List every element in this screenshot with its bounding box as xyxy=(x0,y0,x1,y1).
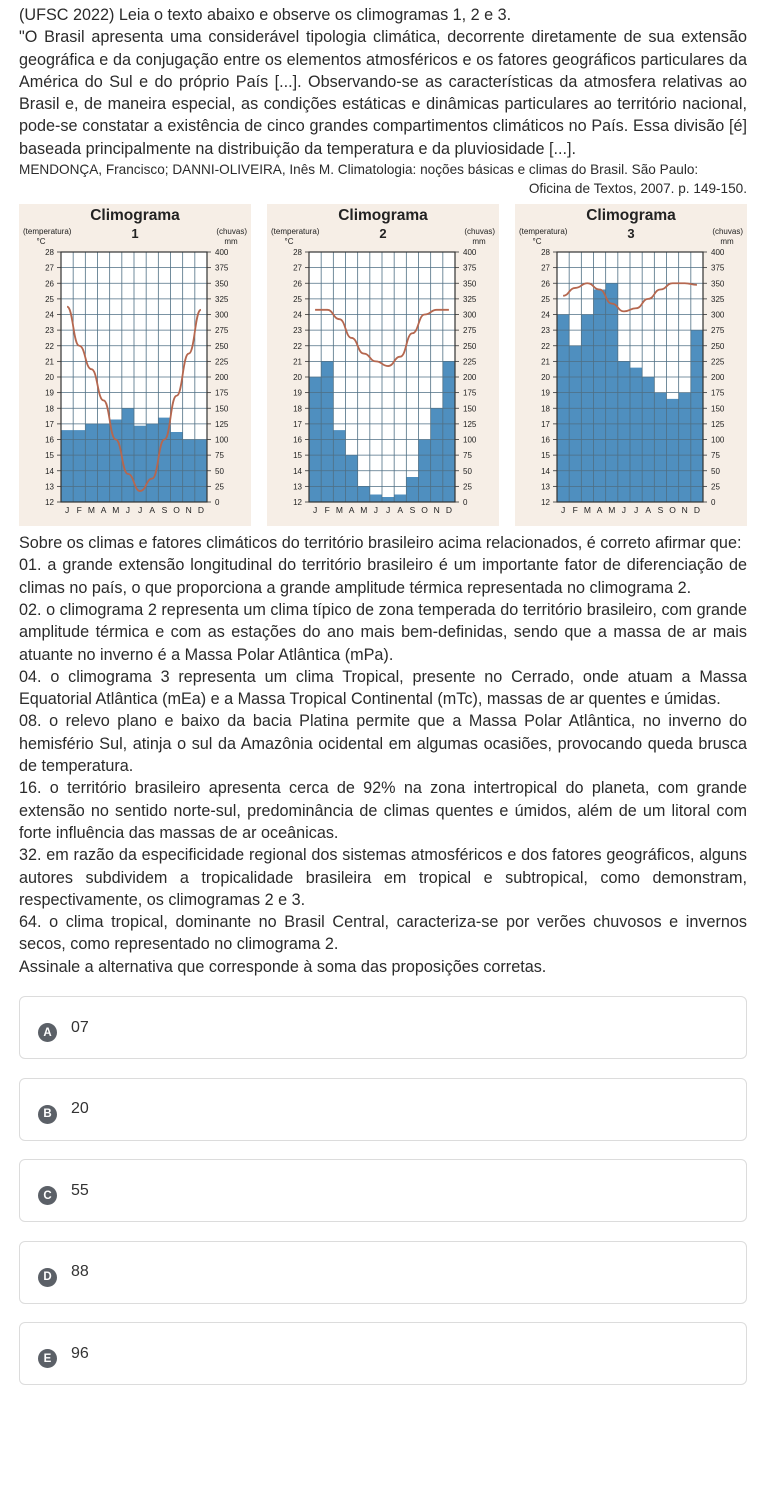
rain-bar xyxy=(382,497,394,502)
rain-bar xyxy=(654,393,666,502)
month-label: J xyxy=(312,505,318,516)
rain-bar xyxy=(146,424,158,502)
intro-text: Sobre os climas e fatores climáticos do território brasileiro acima relacionados, é correto afirmar que: xyxy=(19,534,742,553)
answer-options xyxy=(19,996,747,1385)
month-label: A xyxy=(645,505,652,516)
month-label: J xyxy=(633,505,639,516)
temp-tick-label: 26 xyxy=(541,279,550,289)
option-letter-badge: D xyxy=(38,1268,57,1287)
temp-tick-label: 13 xyxy=(45,482,54,492)
month-label: A xyxy=(149,505,156,516)
month-label: M xyxy=(335,505,343,516)
month-label: D xyxy=(445,505,452,516)
temp-tick-label: 25 xyxy=(541,294,550,304)
rain-bar xyxy=(370,495,382,503)
month-label: M xyxy=(360,505,368,516)
rain-axis-label: (chuvas) xyxy=(216,227,247,237)
rain-tick-label: 175 xyxy=(711,388,725,398)
question-header: (UFSC 2022) Leia o texto abaixo e observe os climogramas 1, 2 e 3. xyxy=(19,6,512,24)
rain-tick-label: 75 xyxy=(711,451,720,461)
month-label: S xyxy=(161,505,168,516)
temp-tick-label: 13 xyxy=(293,482,302,492)
rain-tick-label: 50 xyxy=(215,466,224,476)
temp-tick-label: 13 xyxy=(541,482,550,492)
rain-bar xyxy=(358,486,370,502)
rain-axis-label: (chuvas) xyxy=(464,227,495,237)
rain-tick-label: 200 xyxy=(711,373,725,383)
month-label: F xyxy=(76,505,82,516)
rain-tick-label: 350 xyxy=(463,279,477,289)
rain-bar xyxy=(85,424,97,502)
rain-bar xyxy=(333,430,345,502)
rain-tick-label: 250 xyxy=(463,341,477,351)
temp-tick-label: 18 xyxy=(45,404,54,414)
rain-tick-label: 150 xyxy=(711,404,725,414)
temp-tick-label: 17 xyxy=(293,419,302,429)
rain-tick-label: 375 xyxy=(463,263,477,273)
rain-tick-label: 325 xyxy=(215,294,229,304)
rain-bar xyxy=(630,368,642,502)
rain-tick-label: 0 xyxy=(711,498,716,508)
month-label: N xyxy=(433,505,440,516)
rain-tick-label: 125 xyxy=(463,419,477,429)
rain-bar xyxy=(394,495,406,503)
month-label: A xyxy=(397,505,404,516)
rain-tick-label: 225 xyxy=(463,357,477,367)
month-label: J xyxy=(137,505,143,516)
option-a[interactable] xyxy=(19,996,747,1059)
rain-tick-label: 325 xyxy=(711,294,725,304)
temp-tick-label: 26 xyxy=(293,279,302,289)
rain-tick-label: 275 xyxy=(215,326,229,336)
option-letter-badge: E xyxy=(38,1349,57,1368)
citation: MENDONÇA, Francisco; DANNI-OLIVEIRA, Inês M. Climatologia: noções básicas e climas do Brasil. São Paulo: xyxy=(19,162,699,178)
temp-tick-label: 28 xyxy=(45,248,54,258)
temp-tick-label: 15 xyxy=(45,451,54,461)
temp-tick-label: 24 xyxy=(541,310,550,320)
temp-tick-label: 19 xyxy=(293,388,302,398)
temp-tick-label: 27 xyxy=(293,263,302,273)
rain-tick-label: 100 xyxy=(463,435,477,445)
month-label: D xyxy=(693,505,700,516)
temp-tick-label: 27 xyxy=(541,263,550,273)
chart-title: Climograma xyxy=(586,207,676,225)
temp-tick-label: 23 xyxy=(293,326,302,336)
rain-tick-label: 125 xyxy=(215,419,229,429)
temp-tick-label: 17 xyxy=(45,419,54,429)
proposition-16: 16. o território brasileiro apresenta cerca de 92% na zona intertropical do planeta, com grande extensão no sentido norte-sul, predominância de climas quentes e úmidos, além de um litoral com forte influência das massas de ar oceânicas. xyxy=(19,779,747,842)
rain-bar xyxy=(691,330,703,502)
temp-tick-label: 24 xyxy=(45,310,54,320)
proposition-08: 08. o relevo plano e baixo da bacia Platina permite que a Massa Polar Atlântica, no inverno do hemisfério Sul, atinja o sul da Amazônia ocidental em algumas ocasiões, provocando queda brusca de temperatura. xyxy=(19,712,747,776)
temp-tick-label: 17 xyxy=(541,419,550,429)
citation-end: Oficina de Textos, 2007. p. 149-150. xyxy=(528,181,747,197)
month-label: O xyxy=(421,505,428,516)
rain-bar xyxy=(73,430,85,502)
temp-tick-label: 18 xyxy=(293,404,302,414)
option-b[interactable] xyxy=(19,1078,747,1141)
month-label: M xyxy=(583,505,591,516)
option-letter-badge: C xyxy=(38,1186,57,1205)
temp-tick-label: 28 xyxy=(541,248,550,258)
rain-tick-label: 200 xyxy=(215,373,229,383)
rain-tick-label: 0 xyxy=(463,498,468,508)
rain-tick-label: 300 xyxy=(215,310,229,320)
month-label: D xyxy=(197,505,204,516)
month-label: O xyxy=(173,505,180,516)
month-label: J xyxy=(125,505,131,516)
month-label: A xyxy=(100,505,107,516)
rain-tick-label: 200 xyxy=(463,373,477,383)
month-label: N xyxy=(185,505,192,516)
temp-tick-label: 18 xyxy=(541,404,550,414)
chart-number: 3 xyxy=(627,226,635,242)
option-d[interactable] xyxy=(19,1241,747,1304)
option-letter-badge: B xyxy=(38,1105,57,1124)
proposition-02: 02. o climograma 2 representa um clima típico de zona temperada do território brasileiro, com grande amplitude térmica e com as estações do ano mais bem-definidas, sendo que a massa de ar mais atuante no inverno é a Massa Polar Atlântica (mPa). xyxy=(19,600,747,664)
instruction-text: Assinale a alternativa que corresponde à soma das proposições corretas. xyxy=(19,957,547,976)
chart-number: 2 xyxy=(379,226,387,242)
month-label: O xyxy=(669,505,676,516)
rain-tick-label: 225 xyxy=(215,357,229,367)
rain-bar xyxy=(679,393,691,502)
quote-text: "O Brasil apresenta uma considerável tipologia climática, decorrente diretamente de sua extensão geográfica e da conjugação entre os elementos atmosféricos e os fatores geográficos particulares da América do Sul e do próprio País [...]. Observando-se as características da atmosfera relativas ao Brasil e, de maneira especial, as condições estáticas e dinâmicas particulares ao território nacional, pode-se constatar a existência de cinco grandes compartimentos climáticos no País. Essa divisão [é] baseada principalmente na distribuição da temperatura e da pluviosidade [...]. xyxy=(19,28,747,158)
chart-number: 1 xyxy=(131,226,139,242)
temp-axis-unit: °C xyxy=(36,237,46,247)
rain-axis-label: (chuvas) xyxy=(712,227,743,237)
rain-bar xyxy=(618,361,630,502)
climogram-3 xyxy=(515,204,747,526)
rain-tick-label: 50 xyxy=(711,466,720,476)
temp-axis-label: (temperatura) xyxy=(271,227,320,237)
climogram-2 xyxy=(267,204,499,526)
temp-tick-label: 12 xyxy=(293,498,302,508)
option-text: 96 xyxy=(71,1344,89,1362)
option-text: 20 xyxy=(71,1100,89,1118)
chart-title: Climograma xyxy=(90,207,180,225)
rain-tick-label: 300 xyxy=(463,310,477,320)
temp-tick-label: 22 xyxy=(541,341,550,351)
month-label: N xyxy=(681,505,688,516)
temp-axis-label: (temperatura) xyxy=(23,227,72,237)
month-label: F xyxy=(324,505,330,516)
month-label: F xyxy=(572,505,578,516)
rain-tick-label: 225 xyxy=(711,357,725,367)
month-label: J xyxy=(64,505,70,516)
proposition-32: 32. em razão da especificidade regional dos sistemas atmosféricos e dos fatores geográficos, alguns autores subdividem a tropicalidade brasileira em tropical e subtropical, como demonstram, respectivamente, os climogramas 2 e 3. xyxy=(19,846,747,909)
temp-axis-label: (temperatura) xyxy=(519,227,568,237)
temp-tick-label: 28 xyxy=(293,248,302,258)
temp-tick-label: 19 xyxy=(45,388,54,398)
climogram-svg xyxy=(267,204,499,526)
month-label: J xyxy=(621,505,627,516)
temp-axis-unit: °C xyxy=(284,237,294,247)
rain-bar xyxy=(594,290,606,503)
proposition-04: 04. o climograma 3 representa um clima Tropical, presente no Cerrado, onde atuam a Massa Equatorial Atlântica (mEa) e a Massa Tropical Continental (mTc), massas de ar quentes e úmidas. xyxy=(19,667,747,709)
proposition-01: 01. a grande extensão longitudinal do território brasileiro é um importante fator de diferenciação de climas no país, o que proporciona a grande amplitude térmica representada no climograma 2. xyxy=(19,556,747,597)
rain-tick-label: 350 xyxy=(215,279,229,289)
chart-title: Climograma xyxy=(338,207,428,225)
rain-tick-label: 25 xyxy=(463,482,472,492)
rain-tick-label: 350 xyxy=(711,279,725,289)
month-label: J xyxy=(385,505,391,516)
temp-tick-label: 24 xyxy=(293,310,302,320)
temp-tick-label: 21 xyxy=(45,357,54,367)
option-text: 07 xyxy=(71,1018,89,1036)
temp-tick-label: 15 xyxy=(293,451,302,461)
climogram-svg xyxy=(19,204,251,526)
rain-tick-label: 150 xyxy=(463,404,477,414)
climograms-figure xyxy=(19,204,747,526)
rain-tick-label: 75 xyxy=(215,451,224,461)
option-c[interactable] xyxy=(19,1159,747,1222)
temp-tick-label: 19 xyxy=(541,388,550,398)
rain-tick-label: 150 xyxy=(215,404,229,414)
rain-bar xyxy=(406,477,418,502)
proposition-64: 64. o clima tropical, dominante no Brasil Central, caracteriza-se por verões chuvosos e invernos secos, como representado no climograma 2. xyxy=(19,913,747,954)
temp-tick-label: 20 xyxy=(45,373,54,383)
temp-tick-label: 15 xyxy=(541,451,550,461)
rain-axis-unit: mm xyxy=(720,237,734,247)
rain-tick-label: 375 xyxy=(711,263,725,273)
option-text: 55 xyxy=(71,1181,89,1199)
rain-tick-label: 400 xyxy=(711,248,725,258)
rain-bar xyxy=(443,361,455,502)
temp-tick-label: 14 xyxy=(45,466,54,476)
temp-tick-label: 26 xyxy=(45,279,54,289)
rain-bar xyxy=(346,455,358,502)
climogram-1 xyxy=(19,204,251,526)
rain-bar xyxy=(321,361,333,502)
month-label: A xyxy=(596,505,603,516)
month-label: M xyxy=(608,505,616,516)
temp-tick-label: 23 xyxy=(541,326,550,336)
temp-tick-label: 14 xyxy=(293,466,302,476)
temp-tick-label: 20 xyxy=(293,373,302,383)
rain-tick-label: 275 xyxy=(463,326,477,336)
rain-bar xyxy=(61,430,73,502)
temp-tick-label: 16 xyxy=(541,435,550,445)
temp-tick-label: 27 xyxy=(45,263,54,273)
temp-tick-label: 14 xyxy=(541,466,550,476)
rain-tick-label: 325 xyxy=(463,294,477,304)
rain-bar xyxy=(171,432,183,502)
rain-tick-label: 175 xyxy=(463,388,477,398)
rain-tick-label: 275 xyxy=(711,326,725,336)
rain-tick-label: 100 xyxy=(711,435,725,445)
rain-tick-label: 250 xyxy=(215,341,229,351)
rain-tick-label: 25 xyxy=(215,482,224,492)
climogram-svg xyxy=(515,204,747,526)
temp-axis-unit: °C xyxy=(532,237,542,247)
temp-tick-label: 22 xyxy=(45,341,54,351)
rain-tick-label: 250 xyxy=(711,341,725,351)
temp-tick-label: 25 xyxy=(293,294,302,304)
rain-axis-unit: mm xyxy=(224,237,238,247)
temp-tick-label: 12 xyxy=(541,498,550,508)
rain-tick-label: 0 xyxy=(215,498,220,508)
temp-tick-label: 16 xyxy=(293,435,302,445)
rain-tick-label: 100 xyxy=(215,435,229,445)
month-label: M xyxy=(112,505,120,516)
month-label: J xyxy=(373,505,379,516)
rain-tick-label: 25 xyxy=(711,482,720,492)
rain-bar xyxy=(98,424,110,502)
rain-tick-label: 125 xyxy=(711,419,725,429)
rain-tick-label: 400 xyxy=(215,248,229,258)
rain-tick-label: 50 xyxy=(463,466,472,476)
rain-tick-label: 175 xyxy=(215,388,229,398)
rain-tick-label: 400 xyxy=(463,248,477,258)
option-text: 88 xyxy=(71,1263,89,1281)
month-label: S xyxy=(657,505,664,516)
temp-tick-label: 21 xyxy=(293,357,302,367)
month-label: M xyxy=(87,505,95,516)
temp-tick-label: 25 xyxy=(45,294,54,304)
month-label: S xyxy=(409,505,416,516)
temp-tick-label: 23 xyxy=(45,326,54,336)
option-e[interactable] xyxy=(19,1322,747,1385)
temp-tick-label: 16 xyxy=(45,435,54,445)
option-letter-badge: A xyxy=(38,1023,57,1042)
month-label: J xyxy=(560,505,566,516)
month-label: A xyxy=(348,505,355,516)
rain-tick-label: 300 xyxy=(711,310,725,320)
temp-tick-label: 21 xyxy=(541,357,550,367)
temp-tick-label: 20 xyxy=(541,373,550,383)
rain-tick-label: 75 xyxy=(463,451,472,461)
rain-tick-label: 375 xyxy=(215,263,229,273)
temp-tick-label: 22 xyxy=(293,341,302,351)
rain-axis-unit: mm xyxy=(472,237,486,247)
temp-tick-label: 12 xyxy=(45,498,54,508)
